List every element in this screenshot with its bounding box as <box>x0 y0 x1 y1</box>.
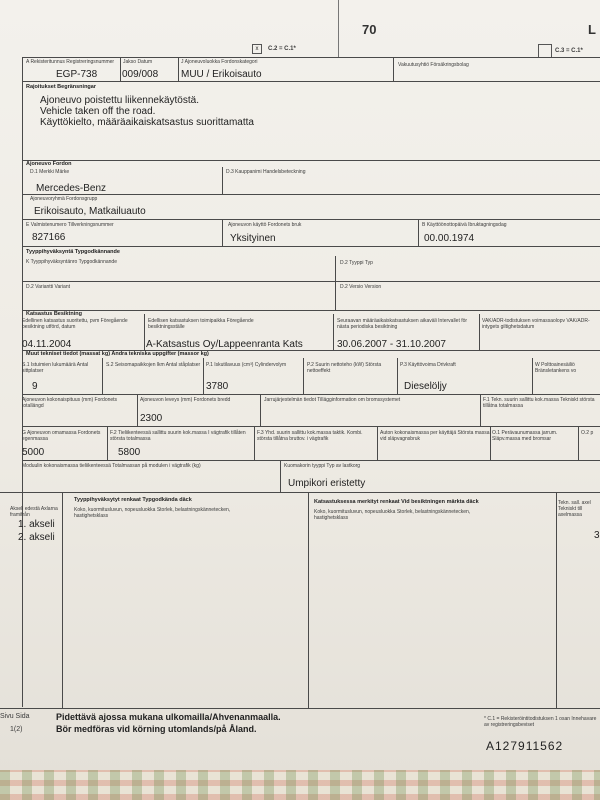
restriction-line-3: Käyttökielto, määräaikaiskatsastus suorittamatta <box>40 117 254 128</box>
axle-max-value: 3 <box>594 530 600 541</box>
inspected-tyres-subtitle: Koko, kuormitusluvun, nopeusluokka Storlek, belastningskännetecken, hastighetsklass <box>314 509 471 521</box>
perforation-line <box>338 0 339 57</box>
trailer-use-mass-label: Auton kokonaismassa per käyttäjä Största massa vid släpvagnsbruk <box>380 430 490 442</box>
rule <box>22 426 600 427</box>
rule <box>333 314 334 350</box>
inspection-place-label: Edellisen katsastuksen toimipaikka Föregående besiktningsställe <box>148 318 254 330</box>
date-label: Jakso Datum <box>123 59 153 65</box>
rule <box>62 492 63 708</box>
displacement-label: P.1 Iskutilavuus (cm³) Cylindervolym <box>206 362 287 368</box>
tech-max-mass-label: F.1 Tekn. suurin sallittu kok.massa Tekniskt största tillåtna totalmassa <box>483 397 595 409</box>
rule <box>0 492 600 493</box>
road-max-mass-label: F.2 Tieliikenteessä sallittu suurin kok.massa I vägtrafik tillåten största totalmassa <box>110 430 246 442</box>
width-label: Ajoneuvon leveys (mm) Fordonets bredd <box>140 397 231 403</box>
length-label: Ajoneuvon kokonaispituus (mm) Fordonets totallängd <box>22 397 118 409</box>
first-reg-label: B Käyttöönottopäivä Ibruktagningsdag <box>422 222 507 228</box>
standing-label: S.2 Seisomapaikkojen lkm Antal ståplatser <box>106 362 201 368</box>
page-number: 70 <box>362 22 377 37</box>
displacement-value: 3780 <box>206 381 229 392</box>
rule <box>22 281 600 282</box>
body-type-value: Umpikori eristetty <box>288 478 366 489</box>
rule <box>120 57 121 81</box>
rule <box>418 219 419 246</box>
version-label: D.2 Versio Version <box>340 284 382 290</box>
rule <box>22 460 600 461</box>
rule <box>308 492 309 708</box>
restrictions-heading: Rajoitukset Begränsningar <box>26 84 96 90</box>
first-reg-value: 00.00.1974 <box>424 233 475 244</box>
rule <box>22 194 600 195</box>
category-label: J Ajoneuvoluokka Fordonskategori <box>181 59 258 65</box>
tablecloth-background <box>0 770 600 800</box>
rule <box>203 358 204 394</box>
rule <box>578 426 579 460</box>
rule <box>532 358 533 394</box>
type-approval-number-label: K Tyyppihyväksyntänro Typgodkännande <box>26 259 117 265</box>
fuel-value: Dieselöljy <box>404 381 447 392</box>
rule <box>144 314 145 350</box>
corner-letter: L <box>588 22 596 37</box>
make-label: D.1 Merkki Märke <box>30 169 70 175</box>
seats-value: 9 <box>32 381 38 392</box>
curb-mass-value: 5000 <box>22 447 45 458</box>
insurer-label: Vakuutusyhtiö Försäkringsbolag <box>398 62 469 68</box>
date-value: 009/008 <box>122 69 159 80</box>
c2-label: C.2 = C.1* <box>268 46 296 52</box>
width-value: 2300 <box>140 413 163 424</box>
restriction-line-1: Ajoneuvo poistettu liikennekäytöstä. <box>40 95 199 106</box>
rule <box>377 426 378 460</box>
group-label: Ajoneuvoryhmä Fordonsgrupp <box>30 196 98 202</box>
notice-finnish: Pidettävä ajossa mukana ulkomailla/Ahvenanmaalla. <box>56 712 281 722</box>
restriction-line-2: Vehicle taken off the road. <box>40 106 156 117</box>
rule <box>280 460 281 492</box>
group-value: Erikoisauto, Matkailuauto <box>34 206 146 217</box>
rule <box>22 246 600 247</box>
fuel-label: P.3 Käyttövoima Drivkraft <box>400 362 456 368</box>
rule <box>480 394 481 426</box>
rule <box>0 708 600 709</box>
c1-footnote: * C.1 = Rekisteröintitodistuksen 1 osan Innehavare av registreringsbeviset <box>484 716 597 728</box>
axle-1: 1. akseli <box>18 519 55 530</box>
use-label: Ajoneuvon käyttö Fordonets bruk <box>228 222 302 228</box>
axle-2: 2. akseli <box>18 532 55 543</box>
road-max-mass-value: 5800 <box>118 447 141 458</box>
rule <box>22 219 600 220</box>
adr-label: VAK/ADR-todistuksen voimassaolopv VAK/ADR-intygets giltighetsdatum <box>482 318 590 330</box>
c2-checkbox: x <box>252 44 262 54</box>
variant-label: D.2 Variantti Variant <box>26 284 71 290</box>
reg-label: A Rekisteritunnus Registreringsnummer <box>26 59 115 65</box>
rule <box>393 57 394 81</box>
rule <box>178 57 179 81</box>
brake-label: Jarrujärjestelmän tiedot Tillägginformation om bromssystemet <box>264 397 401 403</box>
inspection-place-value: A-Katsastus Oy/Lappeenranta Kats <box>146 339 303 350</box>
seats-label: S.1 Istuimien lukumäärä Antal sittplatser <box>22 362 89 374</box>
make-value: Mercedes-Benz <box>36 183 107 194</box>
rule <box>137 394 138 426</box>
rule <box>107 426 108 460</box>
rule <box>22 160 600 161</box>
vin-value: 827166 <box>32 232 66 243</box>
axle-order-label: Akseli edestä Axlarna framifrån <box>10 506 58 518</box>
c3-checkbox <box>538 44 552 58</box>
trade-name-label: D.3 Kauppanimi Handelsbeteckning <box>226 169 306 175</box>
rule <box>22 57 600 58</box>
rule <box>260 394 261 426</box>
inspection-heading: Katsastus Besiktning <box>26 311 82 317</box>
reg-value: EGP-738 <box>56 69 98 80</box>
rule <box>303 358 304 394</box>
frame-left <box>22 57 23 707</box>
next-inspection-value: 30.06.2007 - 31.10.2007 <box>337 339 446 350</box>
use-value: Yksityinen <box>230 233 276 244</box>
inspected-tyres-heading: Katsastuksessa merkityt renkaat Vid besiktningen märkta däck <box>314 499 479 505</box>
type-label: D.2 Tyyppi Typ <box>340 260 373 266</box>
rule <box>22 394 600 395</box>
last-inspection-label: Edellinen katsastus suoritettu, pvm Föregående besiktning utförd, datum <box>22 318 128 330</box>
braked-trailer-label: O.1 Perävaunumassa jarrum. Släpv.massa med bromsar <box>492 430 558 442</box>
curb-mass-label: G Ajoneuvon omamassa Fordonets egenmassa <box>22 430 101 442</box>
rule <box>222 167 223 194</box>
body-type-label: Kuomakorin tyyppi Typ av lastkorg <box>284 463 361 469</box>
tank-label: W Polttoainesäiliö Bränsletankens vo <box>535 362 577 374</box>
serial-number: A127911562 <box>486 739 564 753</box>
rule <box>556 492 557 708</box>
vehicle-heading: Ajoneuvo Fordon <box>26 161 72 167</box>
next-inspection-label: Seuraavan määräaikaiskatsastuksen aikaväli Intervallet för nästa periodiska besiktning <box>337 318 468 330</box>
rule <box>102 358 103 394</box>
rule <box>22 81 600 82</box>
type-approval-heading: Tyyppihyväksyntä Typgodkännande <box>26 249 120 255</box>
c3-label: C.3 = C.1* <box>555 48 583 54</box>
page-label: Sivu Sida <box>0 713 30 720</box>
approved-tyres-subtitle: Koko, kuormitusluvun, nopeusluokka Storlek, belastningskännetecken, hastighetsklass <box>74 507 231 519</box>
combination-mass-label: F.3 Yhd. suurin sallittu kok.massa taktik. Kombi. största tillåtna bruttov. i vägtrafik <box>257 430 363 442</box>
page-value: 1(2) <box>10 726 23 733</box>
rule <box>222 219 223 246</box>
rule <box>335 256 336 310</box>
module-mass-label: Moduulin kokonaismassa tieliikenteessä Totalmassan på modulen i vägtrafik (kg) <box>22 463 201 469</box>
category-value: MUU / Erikoisauto <box>181 69 262 80</box>
approved-tyres-heading: Tyyppihyväksytyt renkaat Typgodkända däck <box>74 497 192 503</box>
rule <box>490 426 491 460</box>
power-label: P.2 Suurin nettoteho (kW) Största nettoeffekt <box>307 362 382 374</box>
tech-heading: Muut tekniset tiedot (massat kg) Andra tekniska uppgifter (massor kg) <box>26 351 209 357</box>
vin-label: E Valmistenumero Tillverkningsnummer <box>26 222 114 228</box>
axle-max-label: Tekn. sall. axel Tekniskt till axelmassa <box>558 500 591 518</box>
unbraked-trailer-label: O.2 p <box>581 430 594 436</box>
rule <box>254 426 255 460</box>
last-inspection-value: 04.11.2004 <box>22 339 72 350</box>
rule <box>22 310 600 311</box>
rule <box>397 358 398 394</box>
notice-swedish: Bör medföras vid körning utomlands/på Åland. <box>56 724 257 734</box>
rule <box>479 314 480 350</box>
